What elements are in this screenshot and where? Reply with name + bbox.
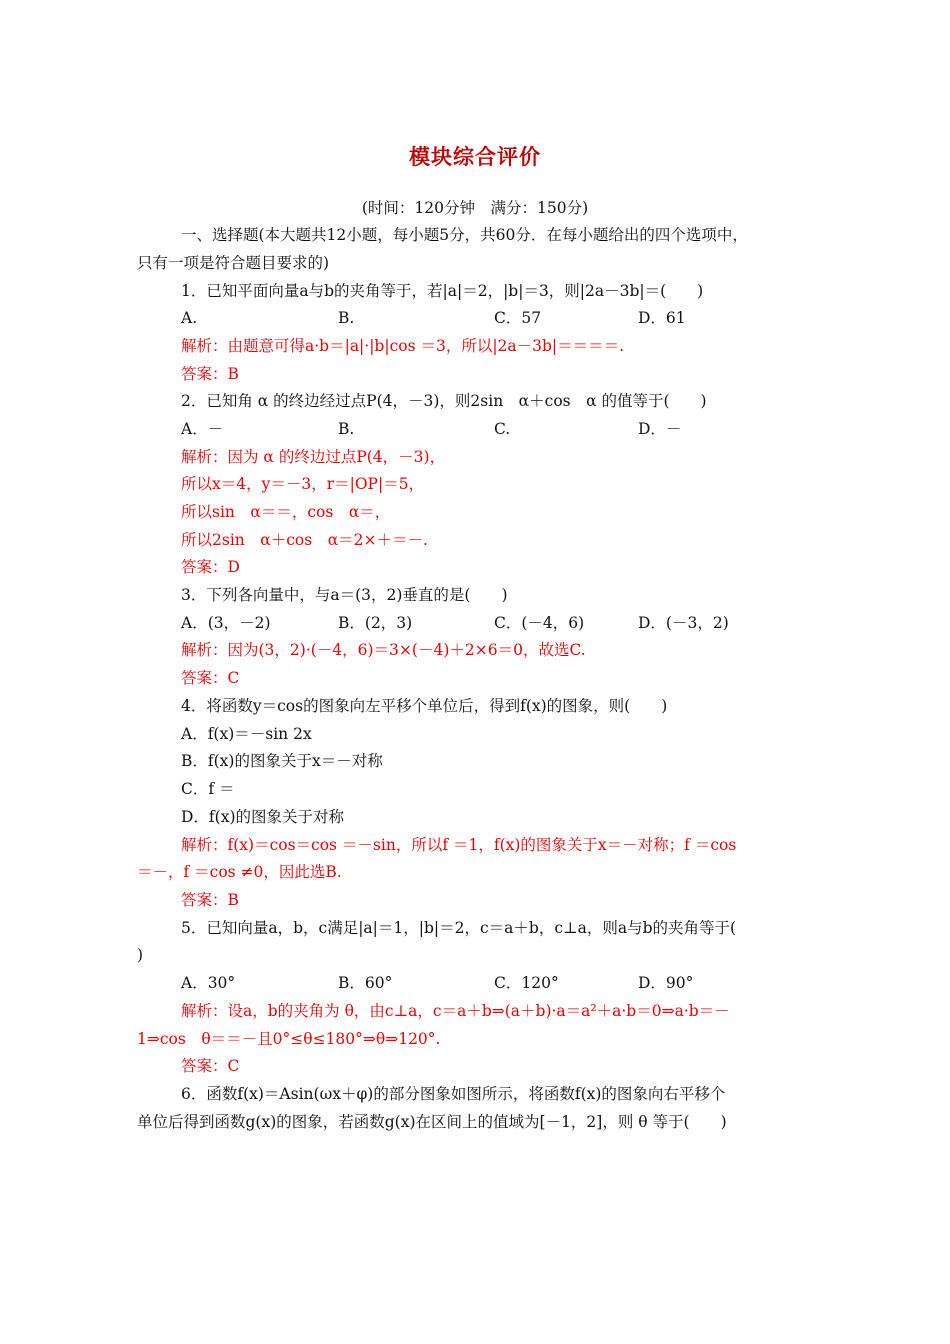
question-3-option-d: D．(－3，2)	[638, 614, 729, 632]
question-6-stem-line-1: 6．函数f(x)＝Asin(ωx＋φ)的部分图象如图所示，将函数f(x)的图象向右平移个	[181, 1085, 726, 1103]
question-6-stem-line-2: 单位后得到函数g(x)的图象，若函数g(x)在区间上的值域为[－1，2]，则 θ 等于( )	[137, 1113, 727, 1131]
question-5-option-b: B．60°	[338, 974, 393, 992]
question-2-option-a: A．－	[181, 420, 224, 438]
question-4-option-b: B．f(x)的图象关于x＝－对称	[181, 752, 383, 770]
question-3-answer: 答案：C	[181, 669, 240, 687]
question-2-analysis-line-4: 所以2sin α＋cos α＝2×＋＝－.	[181, 531, 428, 549]
question-2-analysis-line-3: 所以sin α＝＝，cos α＝，	[181, 503, 391, 521]
question-4-stem: 4．将函数y＝cos的图象向左平移个单位后，得到f(x)的图象，则( )	[181, 697, 668, 715]
question-2-option-d: D．－	[638, 420, 682, 438]
question-4-answer: 答案：B	[181, 891, 239, 909]
question-5-option-d: D．90°	[638, 974, 694, 992]
question-1-option-a: A.	[181, 309, 198, 327]
question-5-answer: 答案：C	[181, 1057, 240, 1075]
question-2-option-c: C.	[494, 420, 511, 438]
question-5-stem-line-2: )	[137, 946, 144, 964]
question-4-analysis-line-1: 解析：f(x)＝cos＝cos ＝－sin，所以f ＝1，f(x)的图象关于x＝－对称；f ＝cos	[181, 836, 737, 854]
page-title: 模块综合评价	[409, 144, 541, 169]
question-2-option-b: B.	[338, 420, 355, 438]
question-1-answer: 答案：B	[181, 365, 239, 383]
section-heading-line-2: 只有一项是符合题目要求的)	[137, 254, 330, 272]
question-4-option-c: C．f ＝	[181, 780, 235, 798]
question-5-option-a: A．30°	[181, 974, 236, 992]
question-5-analysis-line-1: 解析：设a，b的夹角为 θ，由c⊥a，c＝a＋b⇒(a＋b)·a＝a²＋a·b＝0⇒a·b＝－	[181, 1002, 730, 1020]
question-2-answer: 答案：D	[181, 558, 240, 576]
question-3-option-a: A．(3，－2)	[181, 614, 271, 632]
question-5-option-c: C．120°	[494, 974, 559, 992]
exam-meta: (时间：120分钟 满分：150分)	[361, 199, 589, 217]
question-2-analysis-line-2: 所以x＝4，y＝－3，r＝|OP|＝5，	[181, 475, 425, 493]
question-3-stem: 3．下列各向量中，与a＝(3，2)垂直的是( )	[181, 586, 508, 604]
question-4-analysis-line-2: ＝－，f ＝cos ≠0，因此选B.	[137, 863, 342, 881]
question-4-option-d: D．f(x)的图象关于对称	[181, 808, 345, 826]
question-5-stem-line-1: 5．已知向量a，b，c满足|a|＝1，|b|＝2，c＝a＋b，c⊥a，则a与b的夹角等于(	[181, 919, 737, 937]
question-1-option-c: C．57	[494, 309, 542, 327]
question-3-option-c: C．(－4，6)	[494, 614, 585, 632]
question-3-option-b: B．(2，3)	[338, 614, 413, 632]
question-3-analysis: 解析：因为(3，2)·(－4，6)＝3×(－4)＋2×6＝0，故选C.	[181, 641, 586, 659]
question-1-analysis: 解析：由题意可得a·b＝|a|·|b|cos ＝3，所以|2a－3b|＝＝＝＝.	[181, 337, 625, 355]
question-5-analysis-line-2: 1⇒cos θ＝＝－且0°≤θ≤180°⇒θ⇒120°.	[137, 1030, 441, 1048]
question-2-stem: 2．已知角 α 的终边经过点P(4，－3)，则2sin α＋cos α 的值等于( )	[181, 392, 707, 410]
section-heading-line-1: 一、选择题(本大题共12小题，每小题5分，共60分．在每小题给出的四个选项中，	[181, 226, 748, 244]
question-4-option-a: A．f(x)＝－sin 2x	[181, 725, 312, 743]
question-1-option-b: B.	[338, 309, 355, 327]
question-1-stem: 1．已知平面向量a与b的夹角等于，若|a|＝2，|b|＝3，则|2a－3b|＝( )	[181, 282, 704, 300]
question-2-analysis-line-1: 解析：因为 α 的终边过点P(4，－3)，	[181, 448, 446, 466]
question-1-option-d: D．61	[638, 309, 686, 327]
